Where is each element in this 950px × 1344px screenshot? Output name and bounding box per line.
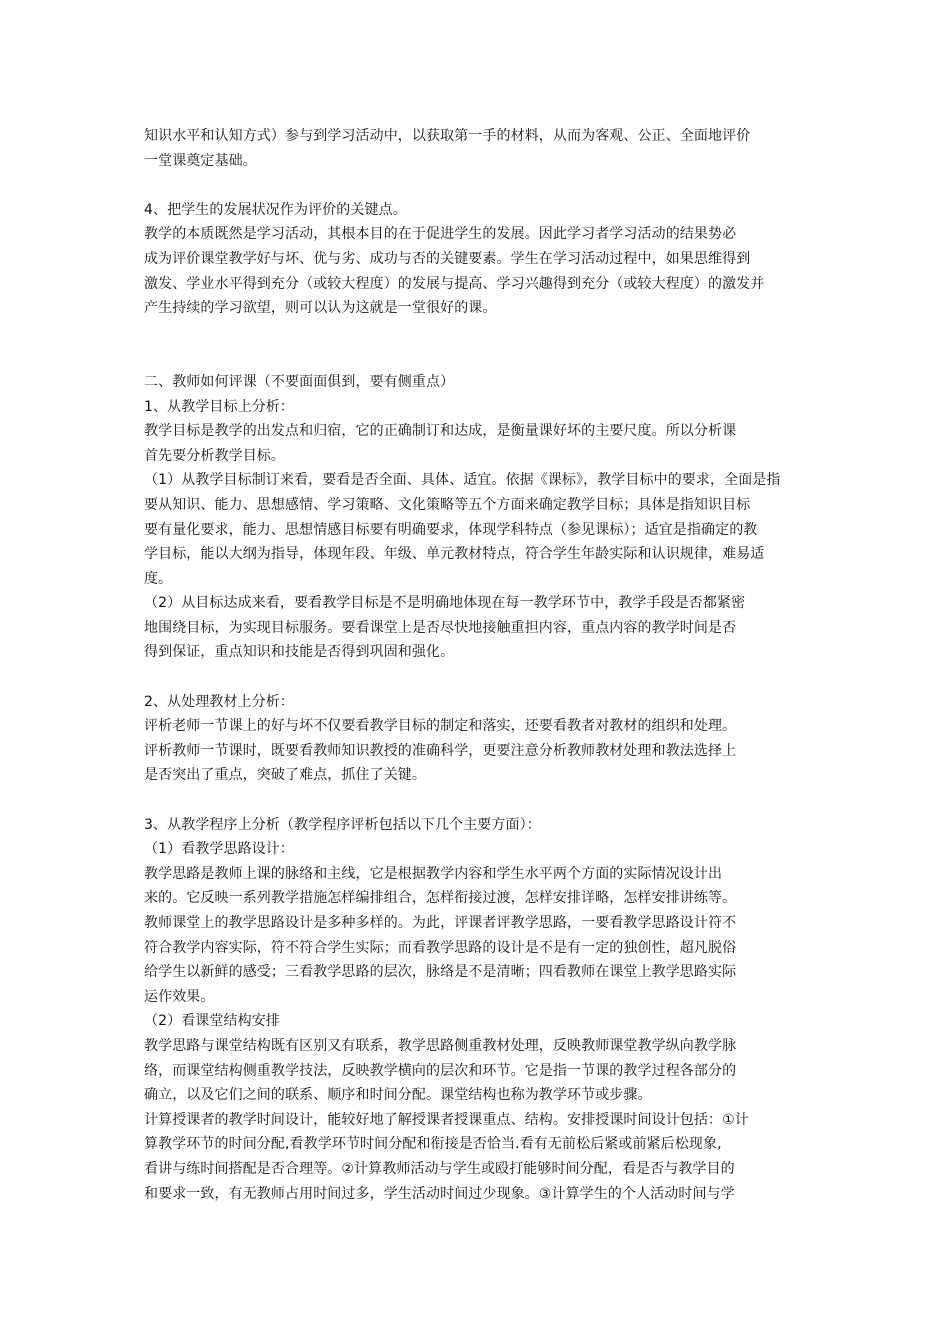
text-line: 是否突出了重点，突破了难点，抓住了关键。: [144, 767, 426, 784]
text-line: 知识水平和认知方式）参与到学习活动中，以获取第一手的材料，从而为客观、公正、全面地评价: [144, 128, 751, 144]
text-line: 教学思路是教师上课的脉络和主线，它是根据教学内容和学生水平两个方面的实际情况设计出: [144, 865, 723, 882]
text-line: 和要求一致，有无教师占用时间过多，学生活动时间过少现象。③计算学生的个人活动时间与学: [144, 1185, 735, 1202]
text-line: （2）从目标达成来看，要看教学目标是不是明确地体现在每一教学环节中，教学手段是否都紧密: [144, 595, 746, 612]
text-line: 二、教师如何评课（不要面面俱到，要有侧重点）: [144, 373, 455, 390]
text-line: 学目标，能以大纲为指导，体现年段、年级、单元教材特点，符合学生年龄实际和认识规律，难易适: [144, 546, 765, 563]
text-line: 要有量化要求，能力、思想情感目标要有明确要求，体现学科特点（参见课标）；适宜是指确定的教: [144, 521, 758, 538]
text-line: 4、把学生的发展状况作为评价的关键点。: [144, 201, 407, 218]
text-line: （1）从教学目标制订来看，要看是否全面、具体、适宜。依据《课标》，教学目标中的要求，全面是指: [144, 472, 781, 489]
text-line: 2、从处理教材上分析：: [144, 693, 295, 710]
text-line: 激发、学业水平得到充分（或较大程度）的发展与提高、学习兴趣得到充分（或较大程度）的激发并: [144, 275, 765, 292]
text-line: 3、从教学程序上分析（教学程序评析包括以下几个主要方面）：: [144, 816, 541, 833]
paragraph-spacer: [144, 665, 808, 690]
text-line: 教师课堂上的教学思路设计是多种多样的。为此，评课者评教学思路，一要看教学思路设计符不: [144, 915, 737, 931]
text-line: 度。: [144, 570, 173, 587]
text-line: （1）看教学思路设计：: [144, 841, 295, 858]
text-line: 给学生以新鲜的感受；三看教学思路的层次，脉络是不是清晰；四看教师在课堂上教学思路实际: [144, 964, 737, 981]
paragraph: [144, 124, 808, 173]
text-line: 首先要分析教学目标。: [144, 447, 285, 464]
text-line: 要从知识、能力、思想感情、学习策略、文化策略等五个方面来确定教学目标；具体是指知识目标: [144, 496, 751, 513]
text-line: 络，而课堂结构侧重教学技法，反映教学横向的层次和环节。它是指一节课的教学过程各部分的: [144, 1062, 737, 1079]
paragraph: [144, 813, 808, 1207]
text-line: 一堂课奠定基础。: [144, 152, 257, 169]
text-line: 计算授课者的教学时间设计，能较好地了解授课者授课重点、结构。安排授课时间设计包括：①计: [144, 1111, 749, 1128]
text-line: 评析教师一节课时，既要看教师知识教授的准确科学，更要注意分析教师教材处理和教法选择上: [144, 742, 737, 759]
paragraph-spacer: [144, 788, 808, 813]
text-line: 教学的本质既然是学习活动，其根本目的在于促进学生的发展。因此学习者学习活动的结果势必: [144, 226, 737, 243]
paragraph: [144, 690, 808, 788]
text-line: 教学思路与课堂结构既有区别又有联系，教学思路侧重教材处理，反映教师课堂教学纵向教学脉: [144, 1037, 737, 1054]
text-line: 1、从教学目标上分析：: [144, 398, 295, 415]
paragraph: [144, 198, 808, 321]
text-line: 产生持续的学习欲望，则可以认为这就是一堂很好的课。: [144, 300, 497, 317]
text-line: 来的。它反映一系列教学措施怎样编排组合，怎样衔接过渡，怎样安排详略，怎样安排讲练等。: [144, 890, 737, 907]
text-line: （2）看课堂结构安排: [144, 1013, 280, 1030]
text-line: 教学目标是教学的出发点和归宿，它的正确制订和达成，是衡量课好坏的主要尺度。所以分析课: [144, 423, 737, 440]
text-line: 评析老师一节课上的好与坏不仅要看教学目标的制定和落实，还要看教者对教材的组织和处理。: [144, 718, 737, 735]
text-line: 符合教学内容实际，符不符合学生实际；而看教学思路的设计是不是有一定的独创性，超凡脱俗: [144, 939, 737, 956]
text-line: 确立，以及它们之间的联系、顺序和时间分配。课堂结构也称为教学环节或步骤。: [144, 1087, 652, 1104]
paragraph: [144, 370, 808, 665]
document-page: [144, 124, 808, 1206]
text-line: 得到保证，重点知识和技能是否得到巩固和强化。: [144, 644, 455, 661]
text-line: 成为评价课堂教学好与坏、优与劣、成功与否的关键要素。学生在学习活动过程中，如果思维得到: [144, 250, 751, 267]
paragraph-spacer: [144, 321, 808, 370]
paragraph-spacer: [144, 173, 808, 198]
text-line: 运作效果。: [144, 988, 215, 1005]
text-line: 算教学环节的时间分配,看教学环节时间分配和衔接是否恰当.看有无前松后紧或前紧后松现象,: [144, 1136, 722, 1153]
text-line: 地围绕目标，为实现目标服务。要看课堂上是否尽快地接触重担内容，重点内容的教学时间是否: [144, 619, 737, 636]
text-line: 看讲与练时间搭配是否合理等。②计算教师活动与学生或殴打能够时间分配，看是否与教学目的: [144, 1160, 735, 1177]
